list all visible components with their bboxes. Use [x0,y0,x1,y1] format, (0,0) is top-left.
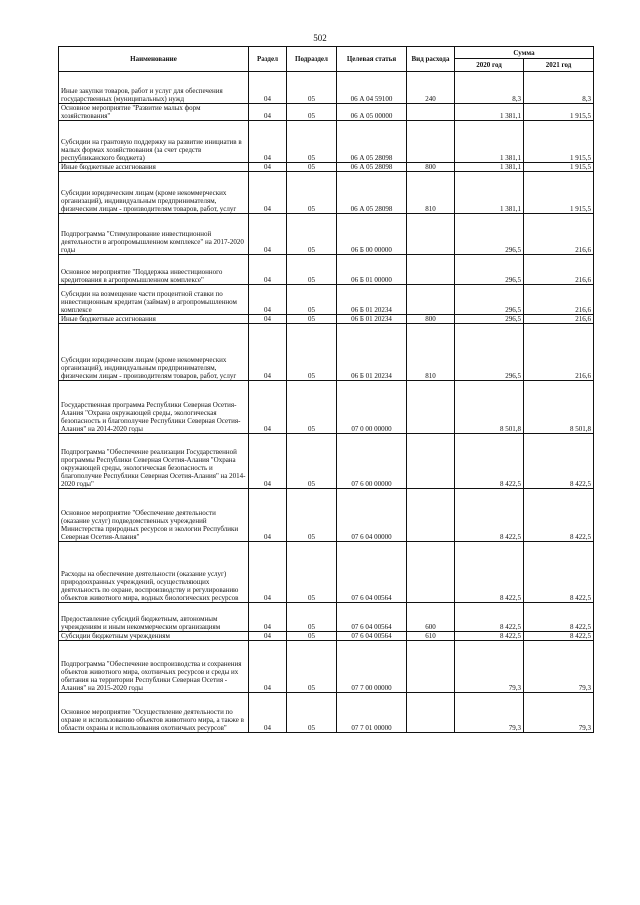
row-target: 06 Б 01 00000 [337,255,407,285]
row-subsection: 05 [287,324,337,381]
row-sum-2020: 296,5 [455,324,524,381]
row-name: Основное мероприятие "Обеспечение деятельности (оказание услуг) подведомственных учреждений Министерства природных ресурсов и экологии Республики Северная Осетия-Алания" [59,489,249,542]
row-sum-2020: 8 422,5 [455,632,524,641]
row-sum-2020: 296,5 [455,214,524,255]
row-expense-type: 240 [407,72,455,104]
row-subsection: 05 [287,434,337,489]
row-subsection: 05 [287,632,337,641]
row-sum-2020: 8 501,8 [455,381,524,434]
row-subsection: 05 [287,315,337,324]
row-name: Субсидии бюджетным учреждениям [59,632,249,641]
row-target: 06 Б 00 00000 [337,214,407,255]
row-target: 06 А 05 28098 [337,121,407,163]
row-section: 04 [249,315,287,324]
row-name: Предоставление субсидий бюджетным, автономным учреждениям и иным некоммерческим организациям [59,603,249,632]
row-section: 04 [249,214,287,255]
row-expense-type [407,641,455,693]
row-subsection: 05 [287,104,337,121]
row-expense-type: 810 [407,172,455,214]
table-row [59,324,594,381]
row-section: 04 [249,255,287,285]
row-sum-2021: 1 915,5 [524,104,594,121]
header-subsection: Подраздел [287,47,337,72]
row-sum-2021: 79,3 [524,641,594,693]
row-sum-2020: 8 422,5 [455,489,524,542]
row-section: 04 [249,72,287,104]
row-name: Субсидии юридическим лицам (кроме некоммерческих организаций), индивидуальным предпринимателям, физическим лицам - производителям товаров, работ, услуг [59,172,249,214]
header-2020: 2020 год [455,59,524,72]
row-sum-2020: 8 422,5 [455,434,524,489]
table-row [59,315,594,324]
row-sum-2020: 296,5 [455,285,524,315]
row-sum-2021: 8 422,5 [524,603,594,632]
row-sum-2021: 79,3 [524,693,594,733]
table-row [59,632,594,641]
table-row [59,255,594,285]
table-header-row [59,47,594,59]
row-sum-2021: 216,6 [524,285,594,315]
table-row [59,285,594,315]
row-subsection: 05 [287,72,337,104]
row-sum-2021: 8 422,5 [524,489,594,542]
row-target: 07 7 01 00000 [337,693,407,733]
row-section: 04 [249,285,287,315]
row-target: 07 6 00 00000 [337,434,407,489]
header-name: Наименование [59,47,249,72]
row-section: 04 [249,641,287,693]
row-section: 04 [249,489,287,542]
row-sum-2020: 1 381,1 [455,121,524,163]
row-target: 07 7 00 00000 [337,641,407,693]
row-target: 06 А 04 59100 [337,72,407,104]
row-target: 06 Б 01 20234 [337,285,407,315]
row-target: 06 Б 01 20234 [337,315,407,324]
row-sum-2020: 1 381,1 [455,172,524,214]
row-subsection: 05 [287,121,337,163]
row-name: Расходы на обеспечение деятельности (оказание услуг) природоохранных учреждений, осуществляющих деятельность по охране, воспроизводству и регулированию объектов животного мира, водных биологических ресурсов [59,542,249,603]
row-sum-2020: 1 381,1 [455,104,524,121]
row-subsection: 05 [287,172,337,214]
row-name: Подпрограмма "Стимулирование инвестиционной деятельности в агропромышленном комплексе" на 2017-2020 годы [59,214,249,255]
row-sum-2021: 8 422,5 [524,434,594,489]
row-sum-2020: 296,5 [455,315,524,324]
row-sum-2020: 1 381,1 [455,163,524,172]
row-target: 07 6 04 00564 [337,632,407,641]
header-expense-type: Вид расхода [407,47,455,72]
header-section: Раздел [249,47,287,72]
row-section: 04 [249,163,287,172]
row-section: 04 [249,603,287,632]
row-expense-type: 600 [407,603,455,632]
row-sum-2021: 1 915,5 [524,172,594,214]
row-subsection: 05 [287,381,337,434]
row-sum-2021: 216,6 [524,315,594,324]
row-subsection: 05 [287,255,337,285]
table-row [59,693,594,733]
row-name: Субсидии на возмещение части процентной ставки по инвестиционным кредитам (займам) в агропромышленном комплексе [59,285,249,315]
row-name: Иные закупки товаров, работ и услуг для обеспечения государственных (муниципальных) нужд [59,72,249,104]
row-subsection: 05 [287,603,337,632]
row-name: Основное мероприятие "Поддержка инвестиционного кредитования в агропромышленном комплексе" [59,255,249,285]
row-sum-2021: 1 915,5 [524,163,594,172]
row-expense-type: 810 [407,324,455,381]
table-row [59,72,594,104]
table-row [59,172,594,214]
row-expense-type: 800 [407,163,455,172]
table-row [59,489,594,542]
row-target: 07 6 04 00564 [337,542,407,603]
row-section: 04 [249,121,287,163]
table-row [59,542,594,603]
row-sum-2020: 8 422,5 [455,542,524,603]
table-row [59,163,594,172]
row-subsection: 05 [287,693,337,733]
row-name: Иные бюджетные ассигнования [59,315,249,324]
row-subsection: 05 [287,214,337,255]
row-expense-type: 800 [407,315,455,324]
row-name: Иные бюджетные ассигнования [59,163,249,172]
header-target: Целевая статья [337,47,407,72]
table-row [59,641,594,693]
table-row [59,121,594,163]
row-sum-2020: 79,3 [455,693,524,733]
row-target: 07 6 04 00564 [337,603,407,632]
row-sum-2020: 8,3 [455,72,524,104]
row-target: 06 А 05 28098 [337,172,407,214]
row-expense-type [407,255,455,285]
row-name: Государственная программа Республики Северная Осетия-Алания "Охрана окружающей среды, экологическая безопасность и благополучие Республики Северная Осетия-Алания" на 2014-2020 годы [59,381,249,434]
row-section: 04 [249,381,287,434]
row-sum-2020: 296,5 [455,255,524,285]
row-target: 06 А 05 00000 [337,104,407,121]
row-sum-2021: 8,3 [524,72,594,104]
row-expense-type [407,489,455,542]
table-row [59,104,594,121]
row-expense-type [407,693,455,733]
row-name: Субсидии на грантовую поддержку на развитие инициатив в малых формах хозяйствования (за счет средств республиканского бюджета) [59,121,249,163]
header-sum: Сумма [455,47,594,59]
row-sum-2020: 79,3 [455,641,524,693]
row-sum-2021: 216,6 [524,324,594,381]
row-target: 06 А 05 28098 [337,163,407,172]
row-sum-2021: 8 422,5 [524,632,594,641]
row-section: 04 [249,434,287,489]
row-subsection: 05 [287,542,337,603]
budget-table [58,46,594,733]
row-sum-2021: 216,6 [524,214,594,255]
table-row [59,603,594,632]
row-sum-2021: 8 422,5 [524,542,594,603]
row-subsection: 05 [287,163,337,172]
header-2021: 2021 год [524,59,594,72]
row-section: 04 [249,324,287,381]
page-number: 502 [313,33,327,43]
row-expense-type [407,214,455,255]
row-sum-2021: 1 915,5 [524,121,594,163]
table-row [59,434,594,489]
row-sum-2020: 8 422,5 [455,603,524,632]
row-sum-2021: 216,6 [524,255,594,285]
row-section: 04 [249,172,287,214]
row-expense-type: 610 [407,632,455,641]
table-row [59,214,594,255]
row-expense-type [407,542,455,603]
row-name: Основное мероприятие "Осуществление деятельности по охране и использованию объектов животного мира, а также в области охраны и использования охотничьих ресурсов" [59,693,249,733]
row-section: 04 [249,693,287,733]
row-name: Подпрограмма "Обеспечение воспроизводства и сохранения объектов животного мира, охотничьих ресурсов и среды их обитания на территории Республики Северная Осетия - Алания" на 2015-2020 годы [59,641,249,693]
row-name: Основное мероприятие "Развитие малых форм хозяйствования" [59,104,249,121]
row-expense-type [407,104,455,121]
row-section: 04 [249,104,287,121]
row-name: Субсидии юридическим лицам (кроме некоммерческих организаций), индивидуальным предпринимателям, физическим лицам - производителям товаров, работ, услуг [59,324,249,381]
table-row [59,381,594,434]
row-sum-2021: 8 501,8 [524,381,594,434]
row-name: Подпрограмма "Обеспечение реализации Государственной программы Республики Северная Осетия-Алания "Охрана окружающей среды, экологическая безопасность и благополучие Республики Северная Осетия-Алания" на 2014-2020 годы" [59,434,249,489]
row-target: 07 0 00 00000 [337,381,407,434]
row-subsection: 05 [287,489,337,542]
row-expense-type [407,434,455,489]
row-expense-type [407,381,455,434]
row-expense-type [407,121,455,163]
row-target: 07 6 04 00000 [337,489,407,542]
row-expense-type [407,285,455,315]
row-section: 04 [249,542,287,603]
row-subsection: 05 [287,641,337,693]
row-section: 04 [249,632,287,641]
row-subsection: 05 [287,285,337,315]
row-target: 06 Б 01 20234 [337,324,407,381]
